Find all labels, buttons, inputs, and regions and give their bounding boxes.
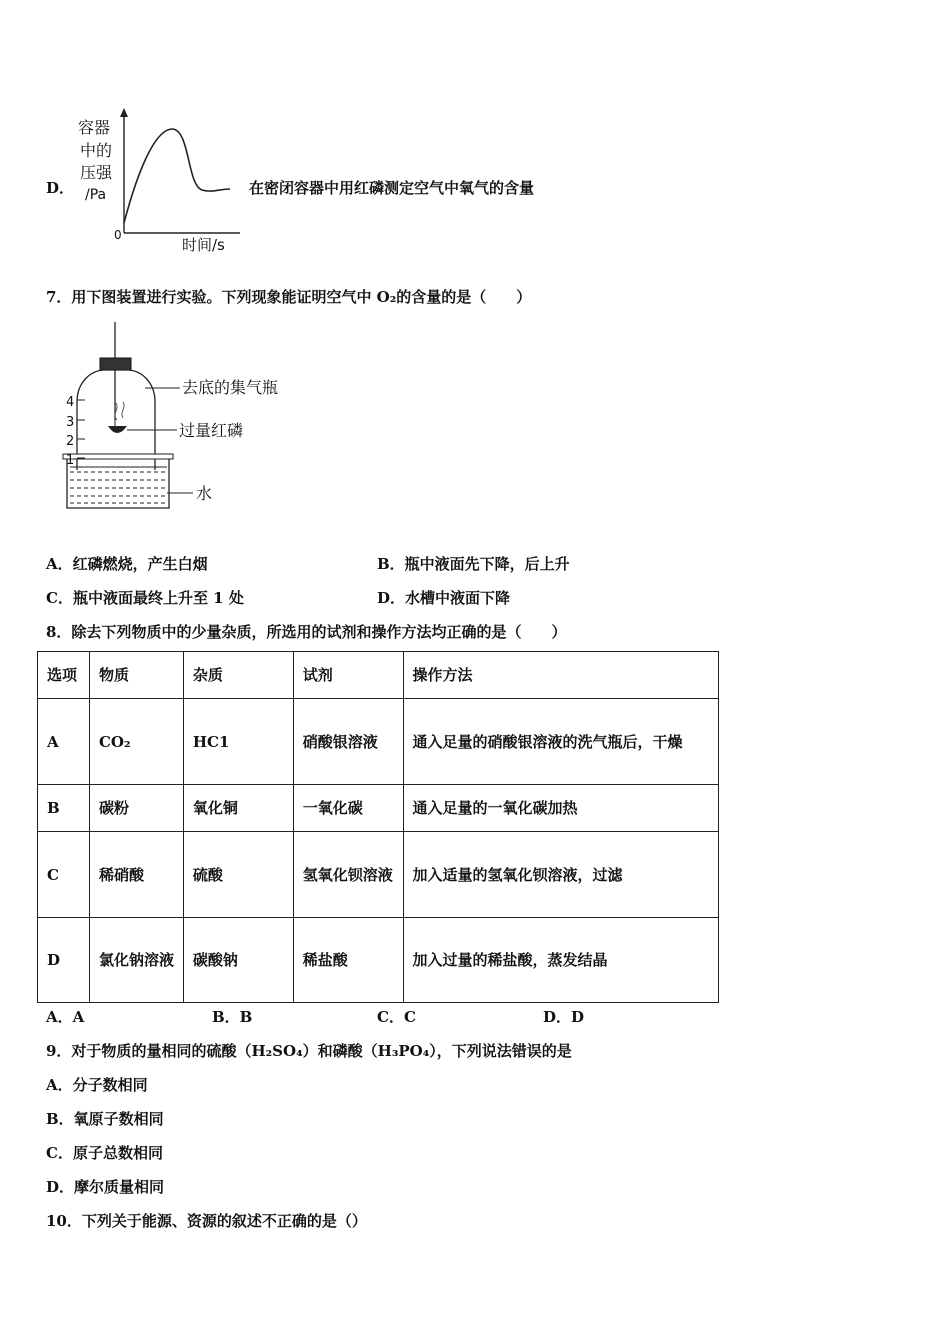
scale-2: 2	[66, 434, 75, 449]
cell-reagent: 一氧化碳	[293, 785, 403, 832]
cell-impurity: 硫酸	[183, 832, 293, 918]
cell-reagent: 稀盐酸	[293, 918, 403, 1003]
cell-substance: 碳粉	[89, 785, 183, 832]
water	[70, 472, 167, 503]
scale-4: 4	[66, 395, 75, 410]
q7-option-a: A．红磷燃烧，产生白烟	[46, 555, 208, 573]
table-row	[38, 832, 719, 918]
table-row	[38, 699, 719, 785]
q6-option-d-label: D．	[46, 179, 75, 197]
q7-option-b: B．瓶中液面先下降，后上升	[377, 555, 570, 573]
label-bottle: 去底的集气瓶	[182, 378, 279, 397]
cell-method: 加入适量的氢氧化钡溶液，过滤	[403, 832, 718, 918]
q8-table	[37, 651, 719, 1003]
table-row	[38, 918, 719, 1003]
q9-stem: 9．对于物质的量相同的硫酸（H₂SO₄）和磷酸（H₃PO₄），下列说法错误的是	[46, 1042, 572, 1060]
pressure-curve	[124, 129, 230, 223]
q6-option-d-text: 在密闭容器中用红磷测定空气中氧气的含量	[249, 179, 535, 197]
y-label-line-2: 中的	[80, 141, 113, 160]
table-header-row	[38, 652, 719, 699]
q8-option-b: B．B	[212, 1008, 253, 1026]
graph-origin: 0	[114, 228, 122, 242]
q10-stem: 10．下列关于能源、资源的叙述不正确的是（）	[46, 1212, 367, 1230]
experiment-apparatus-diagram	[55, 322, 300, 514]
combustion-spoon	[108, 426, 127, 433]
q9-option-b: B．氧原子数相同	[46, 1110, 164, 1128]
q8-option-d: D．D	[543, 1008, 585, 1026]
cell-option: D	[38, 918, 90, 1003]
q7-stem: 7．用下图装置进行实验。下列现象能证明空气中 O₂的含量的是（ ）	[46, 288, 532, 306]
q9-option-c: C．原子总数相同	[46, 1144, 163, 1162]
y-axis-arrow	[120, 108, 128, 117]
cell-impurity: HC1	[183, 699, 293, 785]
q7-option-c: C．瓶中液面最终上升至 1 处	[46, 589, 244, 607]
pressure-time-graph	[72, 105, 247, 255]
q9-option-a: A．分子数相同	[46, 1076, 148, 1094]
q7-option-d: D．水槽中液面下降	[377, 589, 511, 607]
cell-impurity: 碳酸钠	[183, 918, 293, 1003]
scale-1: 1	[66, 453, 75, 468]
cell-reagent: 氢氧化钡溶液	[293, 832, 403, 918]
q9-option-d: D．摩尔质量相同	[46, 1178, 165, 1196]
q8-stem: 8．除去下列物质中的少量杂质，所选用的试剂和操作方法均正确的是（ ）	[46, 623, 567, 641]
water-trough	[67, 459, 169, 508]
cell-substance: 稀硝酸	[89, 832, 183, 918]
cell-method: 通入足量的硝酸银溶液的洗气瓶后，干燥	[403, 699, 718, 785]
cell-option: C	[38, 832, 90, 918]
cell-option: B	[38, 785, 90, 832]
cell-substance: 氯化钠溶液	[89, 918, 183, 1003]
label-phosphorus: 过量红磷	[179, 421, 244, 440]
y-label-line-3: 压强	[80, 163, 113, 182]
scale-3: 3	[66, 415, 75, 430]
y-label-line-4: /Pa	[85, 187, 107, 203]
label-water: 水	[196, 484, 213, 503]
table-row	[38, 785, 719, 832]
cell-method: 通入足量的一氧化碳加热	[403, 785, 718, 832]
stopper	[100, 358, 131, 370]
header-reagent: 试剂	[293, 652, 403, 699]
header-substance: 物质	[89, 652, 183, 699]
cell-method: 加入过量的稀盐酸，蒸发结晶	[403, 918, 718, 1003]
y-label-line-1: 容器	[78, 118, 111, 137]
q8-option-c: C．C	[377, 1008, 416, 1026]
q8-option-a: A．A	[46, 1008, 85, 1026]
cell-impurity: 氧化铜	[183, 785, 293, 832]
header-method: 操作方法	[403, 652, 718, 699]
header-option: 选项	[38, 652, 90, 699]
header-impurity: 杂质	[183, 652, 293, 699]
cell-reagent: 硝酸银溶液	[293, 699, 403, 785]
cell-substance: CO₂	[89, 699, 183, 785]
smoke	[115, 402, 124, 420]
scale-marks	[77, 400, 85, 458]
x-label: 时间/s	[182, 236, 225, 254]
cell-option: A	[38, 699, 90, 785]
